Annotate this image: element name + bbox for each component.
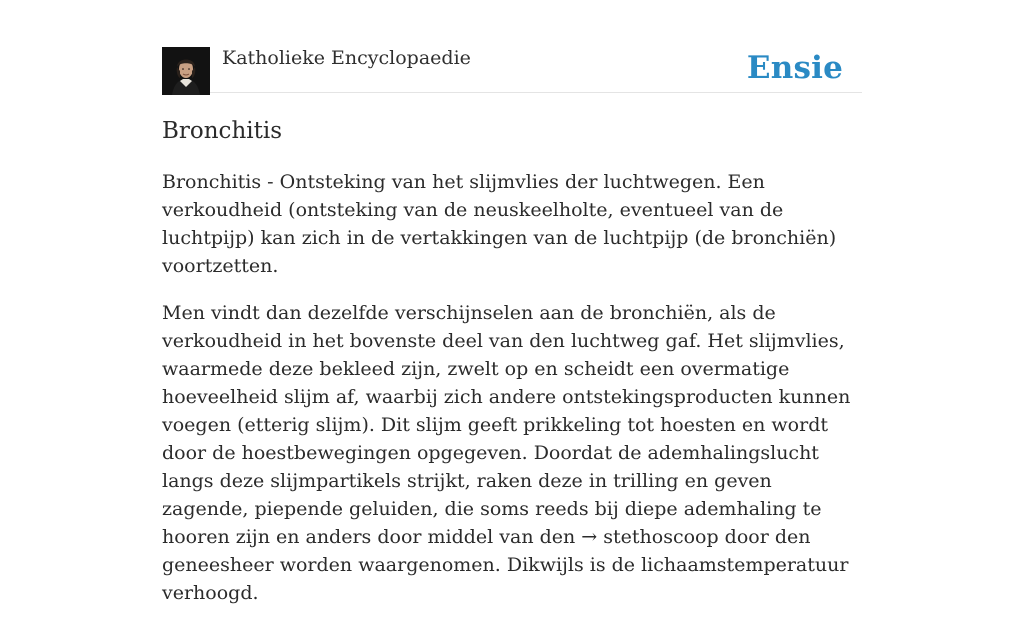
page-title: Bronchitis — [162, 118, 283, 144]
paragraph: Men vindt dan dezelfde verschijnselen aan de bronchiën, als de verkoudheid in het bovenste deel van den luchtweg gaf. Het slijmvlies, waarmede deze bekleed zijn, zwelt op en scheidt een overmatige hoeveelheid slijm af, waarbij zich andere ontstekingsproducten kunnen voegen (etterig slijm). Dit slijm geeft prikkeling tot hoesten en wordt door de hoestbewegingen opgegeven. Doordat de ademhalingslucht langs deze slijmpartikels strijkt, raken deze in trilling en geven zagende, piepende geluiden, die soms reeds bij diepe ademhaling te hooren zijn en anders door middel van den → stethoscoop door den geneesheer worden waargenomen. Dikwijls is de lichaamstemperatuur verhoogd. — [162, 302, 851, 604]
source-name[interactable]: Katholieke Encyclopaedie — [222, 47, 471, 69]
brand-logo[interactable]: Ensie — [746, 50, 843, 86]
site-header — [162, 46, 862, 93]
portrait-icon[interactable] — [162, 47, 210, 95]
paragraph: Bronchitis - Ontsteking van het slijmvlies der luchtwegen. Een verkoudheid (ontsteking van de neuskeelholte, eventueel van de luchtpijp) kan zich in de vertakkingen van de luchtpijp (de bronchiën) voortzetten. — [162, 171, 837, 277]
article-body — [162, 168, 864, 626]
